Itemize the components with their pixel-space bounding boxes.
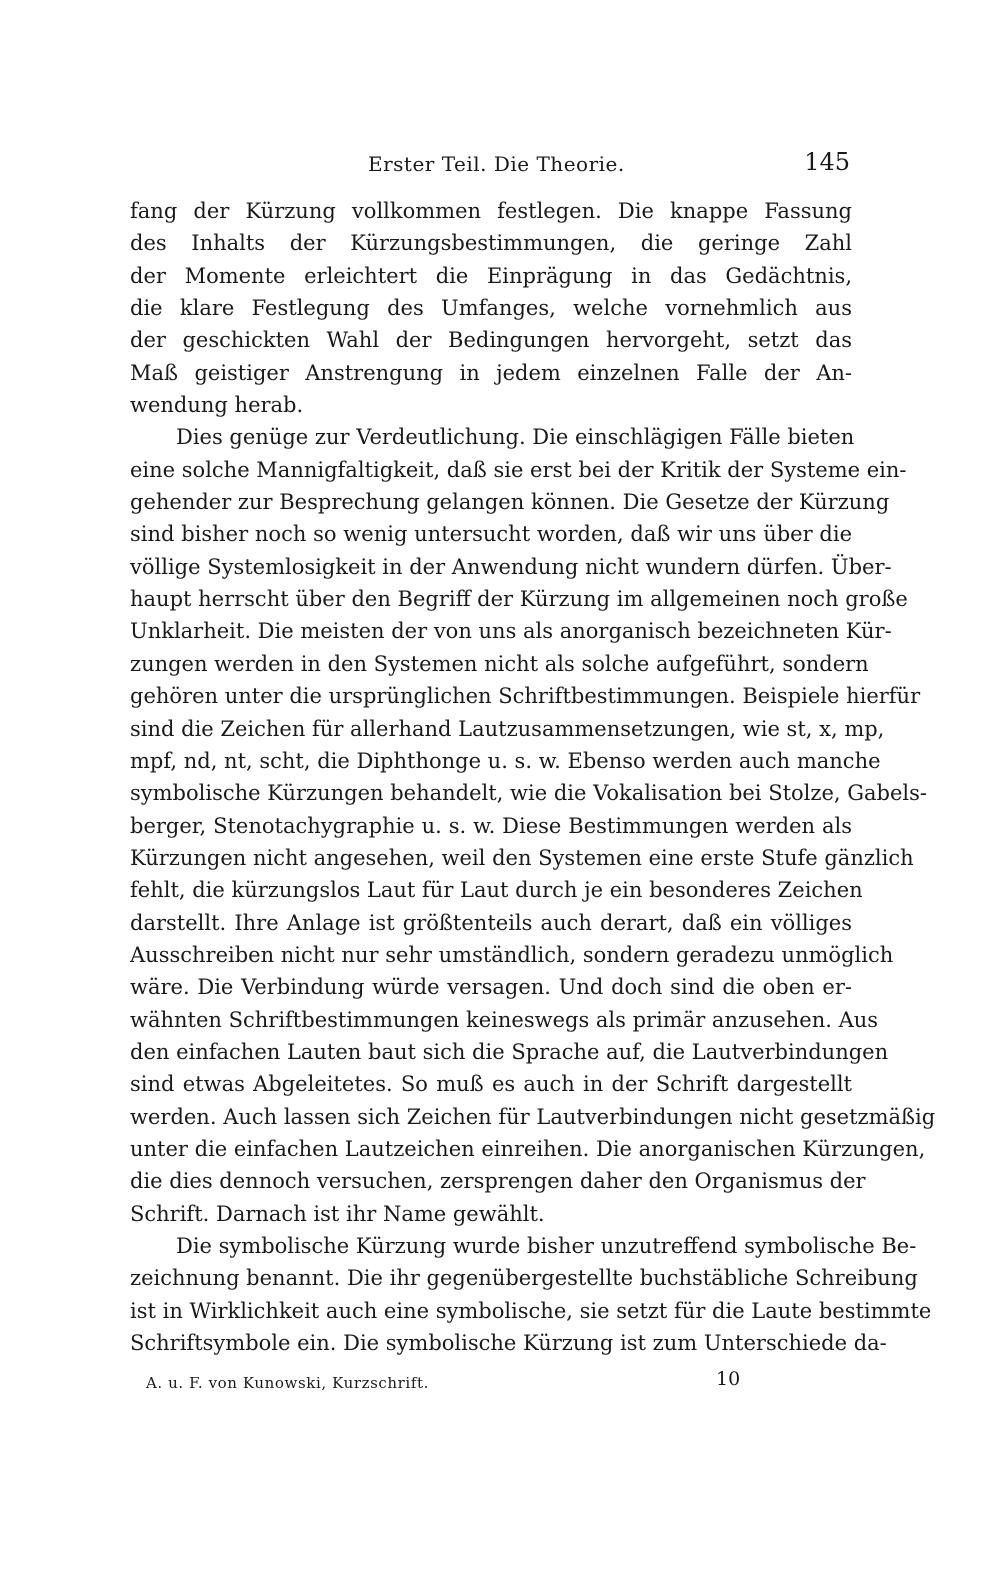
text-line: ist in Wirklichkeit auch eine symbolische, sie setzt für die Laute bestimmte [130,1298,932,1323]
text-line: zeichnung benannt. Die ihr gegenübergestellte buchstäbliche Schreibung [130,1266,918,1291]
text-line: Schrift. Darnach ist ihr Name gewählt. [130,1201,545,1226]
text-line: wendung herab. [130,393,304,418]
text-line: werden. Auch lassen sich Zeichen für Lautverbindungen nicht gesetzmäßig [130,1104,936,1129]
text-line: Die symbolische Kürzung wurde bisher unzutreffend symbolische Be- [176,1234,917,1258]
text-line: Unklarheit. Die meisten der von uns als anorganisch bezeichneten Kür- [130,619,892,644]
text-line: unter die einfachen Lautzeichen einreihen. Die anorganischen Kürzungen, [130,1136,926,1161]
text-line: Ausschreiben nicht nur sehr umständlich, sondern geradezu unmöglich [130,942,894,967]
printer-signature: A. u. F. von Kunowski, Kurzschrift. [146,1374,429,1392]
text-line: der geschickten Wahl der Bedingungen hervorgeht, setzt das [130,328,852,353]
text-line: die klare Festlegung des Umfanges, welche vornehmlich aus [130,296,852,321]
body-text [130,195,936,1359]
text-line: sind die Zeichen für allerhand Lautzusammensetzungen, wie st, x, mp, [130,716,885,741]
text-line: Maß geistiger Anstrengung in jedem einzelnen Falle der An- [130,360,852,385]
text-line: darstellt. Ihre Anlage ist größtenteils auch derart, daß ein völliges [130,910,852,935]
text-line: sind etwas Abgeleitetes. So muß es auch in der Schrift dargestellt [130,1072,852,1097]
text-line: berger, Stenotachygraphie u. s. w. Diese Bestimmungen werden als [130,813,852,838]
text-line: der Momente erleichtert die Einprägung in das Gedächtnis, [130,263,852,288]
text-line: Dies genüge zur Verdeutlichung. Die einschlägigen Fälle bieten [176,425,855,450]
text-line: des Inhalts der Kürzungsbestimmungen, die geringe Zahl [130,231,852,256]
sheet-number: 10 [716,1368,741,1390]
text-line: wähnten Schriftbestimmungen keineswegs als primär anzusehen. Aus [130,1007,879,1032]
text-line: gehören unter die ursprünglichen Schriftbestimmungen. Beispiele hierfür [130,684,921,709]
text-line: die dies dennoch versuchen, zersprengen daher den Organismus der [130,1169,866,1194]
text-line: haupt herrscht über den Begriff der Kürzung im allgemeinen noch große [130,587,908,612]
text-line: symbolische Kürzungen behandelt, wie die Vokalisation bei Stolze, Gabels- [130,781,927,806]
text-line: fehlt, die kürzungslos Laut für Laut durch je ein besonderes Zeichen [130,878,863,903]
page-number: 145 [804,148,850,176]
text-line: mpf, nd, nt, scht, die Diphthonge u. s. w. Ebenso werden auch manche [130,748,881,773]
page-footer [130,1368,852,1398]
text-line: sind bisher noch so wenig untersucht worden, daß wir uns über die [130,522,852,547]
running-title: Erster Teil. Die Theorie. [368,152,625,176]
text-line: Schriftsymbole ein. Die symbolische Kürzung ist zum Unterschiede da- [130,1331,887,1356]
page-header [130,148,850,182]
text-line: wäre. Die Verbindung würde versagen. Und doch sind die oben er- [130,975,852,1000]
text-line: zungen werden in den Systemen nicht als solche aufgeführt, sondern [130,651,869,676]
text-line: Kürzungen nicht angesehen, weil den Systemen eine erste Stufe gänzlich [130,845,914,870]
text-line: den einfachen Lauten baut sich die Sprache auf, die Lautverbindungen [130,1039,889,1064]
text-line: eine solche Mannigfaltigkeit, daß sie erst bei der Kritik der Systeme ein- [130,457,907,482]
text-line: gehender zur Besprechung gelangen können. Die Gesetze der Kürzung [130,490,890,515]
text-line: völlige Systemlosigkeit in der Anwendung nicht wundern dürfen. Über- [130,554,892,579]
text-line: fang der Kürzung vollkommen festlegen. Die knappe Fassung [130,199,852,223]
